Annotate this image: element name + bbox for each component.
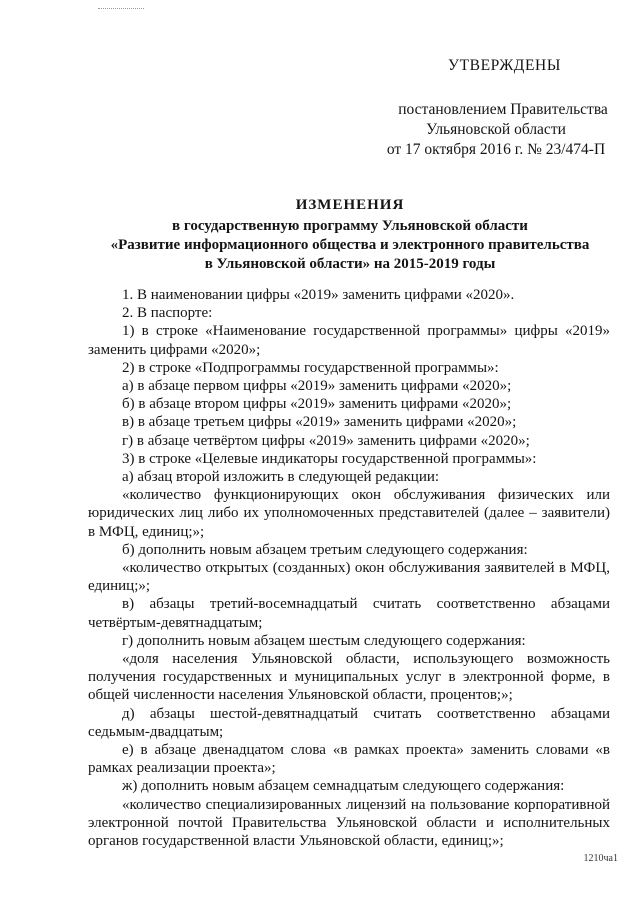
paragraph: г) в абзаце четвёртом цифры «2019» заменить цифрами «2020»; (122, 432, 530, 449)
paragraph: ж) дополнить новым абзацем семнадцатым следующего содержания: (122, 778, 565, 795)
paragraph: г) дополнить новым абзацем шестым следующего содержания: (122, 632, 526, 649)
heading-line: «Развитие информационного общества и электронного правительства (110, 237, 590, 253)
paragraph: 2. В паспорте: (122, 305, 213, 322)
paragraph: «количество функционирующих окон обслуживания физических или юридических лиц либо их уполномоченных представителей (далее – заявители) в МФЦ, единиц;»; (88, 487, 610, 540)
paragraph: в) в абзаце третьем цифры «2019» заменить цифрами «2020»; (122, 414, 517, 431)
document-body (88, 286, 610, 850)
paragraph: «количество открытых (созданных) окон обслуживания заявителей в МФЦ, единиц;»; (88, 560, 610, 595)
paragraph: д) абзацы шестой-девятнадцатый считать соответственно абзацами седьмым-двадцатым; (88, 705, 610, 740)
paragraph: е) в абзаце двенадцатом слова «в рамках проекта» заменить словами «в рамках реализации проекта»; (88, 742, 610, 777)
scan-artifact (98, 8, 144, 9)
approval-line: Ульяновской области (426, 121, 566, 138)
heading-main: ИЗМЕНЕНИЯ (295, 197, 405, 213)
paragraph: «доля населения Ульяновской области, использующего возможность получения государственных и муниципальных услуг в электронной форме, в общей численности населения Ульяновской области, процентов;»; (88, 651, 610, 704)
heading-line: в государственную программу Ульяновской области (172, 218, 528, 234)
approval-title: УТВЕРЖДЕНЫ (448, 57, 561, 74)
approval-line: постановлением Правительства (398, 101, 608, 118)
paragraph: б) в абзаце втором цифры «2019» заменить цифрами «2020»; (122, 396, 512, 413)
paragraph: а) абзац второй изложить в следующей редакции: (122, 469, 440, 486)
footer-code: 1210ча1 (583, 853, 618, 864)
paragraph: в) абзацы третий-восемнадцатый считать соответственно абзацами четвёртым-девятнадцатым; (88, 596, 610, 631)
paragraph: «количество специализированных лицензий на пользование корпоративной электронной почтой Правительства Ульяновской области и исполнительных органов государственной власти Ульяновской области, единиц;»; (88, 796, 610, 850)
paragraph: 1) в строке «Наименование государственной программы» цифры «2019» заменить цифрами «2020»; (88, 323, 610, 358)
document-heading (90, 196, 610, 274)
paragraph: 1. В наименовании цифры «2019» заменить цифрами «2020». (122, 287, 515, 303)
paragraph: 2) в строке «Подпрограммы государственной программы»: (122, 359, 499, 376)
heading-line: в Ульяновской области» на 2015-2019 годы (204, 256, 496, 272)
approval-line: от 17 октября 2016 г. № 23/474-П (386, 141, 606, 158)
paragraph: а) в абзаце первом цифры «2019» заменить цифрами «2020»; (122, 378, 512, 395)
approval-block (372, 56, 620, 160)
paragraph: 3) в строке «Целевые индикаторы государственной программы»: (122, 450, 537, 467)
paragraph: б) дополнить новым абзацем третьим следующего содержания: (122, 541, 528, 558)
